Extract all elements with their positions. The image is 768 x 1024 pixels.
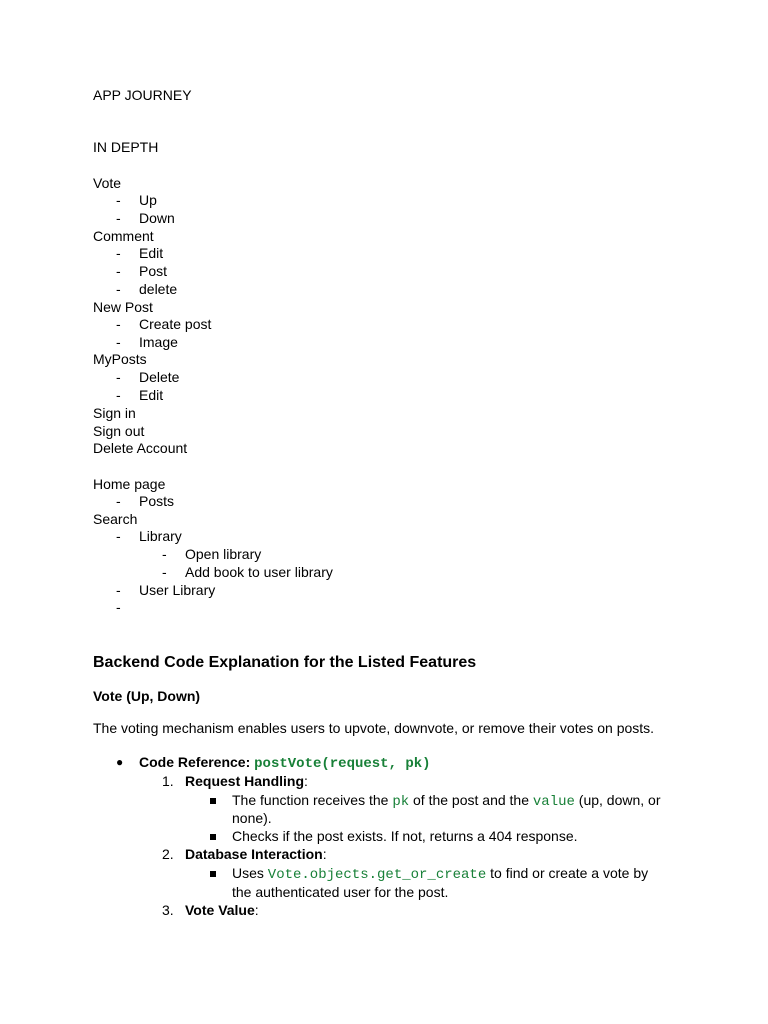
step-colon: :	[304, 773, 308, 789]
step-title	[185, 846, 327, 863]
outline-sign-out: Sign out	[93, 423, 145, 439]
list-dash: -	[162, 564, 167, 580]
doc-title: APP JOURNEY	[93, 87, 192, 103]
list-dash: -	[116, 263, 121, 279]
section-title-vote: Vote (Up, Down)	[93, 688, 201, 704]
outline-delete-account: Delete Account	[93, 440, 188, 456]
list-item: Create post	[139, 316, 212, 332]
list-item: Library	[139, 528, 182, 544]
step-bullet-text	[232, 792, 661, 811]
list-item: Edit	[139, 245, 164, 261]
backend-heading: Backend Code Explanation for the Listed Features	[93, 654, 477, 671]
text-part: The function receives the	[232, 792, 393, 808]
list-dash: -	[116, 582, 121, 598]
list-item: Post	[139, 263, 168, 279]
list-item: Add book to user library	[185, 564, 333, 580]
step-bullet-text-cont: the authenticated user for the post.	[232, 884, 449, 900]
inline-code: value	[532, 794, 575, 810]
doc-subtitle: IN DEPTH	[93, 139, 159, 155]
step-title-text: Database Interaction	[185, 846, 323, 862]
outline-my-posts: MyPosts	[93, 351, 147, 367]
list-item: Posts	[139, 493, 175, 509]
list-item: Image	[139, 334, 178, 350]
text-part: to find or create a vote by	[486, 865, 649, 881]
square-bullet-icon	[210, 834, 216, 840]
code-reference-label: Code Reference:	[139, 754, 255, 770]
section-intro: The voting mechanism enables users to upvote, downvote, or remove their votes on posts.	[93, 720, 655, 736]
step-bullet-text	[232, 865, 648, 884]
list-item: Down	[139, 210, 175, 226]
code-reference-code: postVote(request, pk)	[254, 756, 431, 772]
list-dash: -	[116, 245, 121, 261]
square-bullet-icon	[210, 798, 216, 804]
list-dash: -	[116, 599, 121, 615]
text-part: Uses	[232, 865, 268, 881]
list-item: Edit	[139, 387, 164, 403]
step-title-text: Request Handling	[185, 773, 305, 789]
bullet-dot-icon: ●	[116, 755, 124, 769]
list-dash: -	[116, 387, 121, 403]
list-dash: -	[162, 546, 167, 562]
list-item: User Library	[139, 582, 216, 598]
list-item: Delete	[139, 369, 180, 385]
outline-vote: Vote	[93, 175, 122, 191]
list-dash: -	[116, 493, 121, 509]
outline-search: Search	[93, 511, 138, 527]
step-title	[185, 902, 259, 919]
outline-comment: Comment	[93, 228, 154, 244]
square-bullet-icon	[210, 871, 216, 877]
text-part: of the post and the	[409, 792, 533, 808]
list-dash: -	[116, 316, 121, 332]
step-colon: :	[254, 902, 259, 918]
step-title-text: Vote Value	[185, 902, 255, 918]
outline-sign-in: Sign in	[93, 405, 136, 421]
list-item: delete	[139, 281, 178, 297]
outline-new-post: New Post	[93, 299, 153, 315]
list-item: Open library	[185, 546, 262, 562]
code-reference	[139, 754, 431, 773]
inline-code: Vote.objects.get_or_create	[267, 867, 487, 883]
outline-home-page: Home page	[93, 476, 166, 492]
list-item: Up	[139, 192, 157, 208]
step-number: 2.	[162, 846, 174, 862]
inline-code: pk	[392, 794, 410, 810]
list-dash: -	[116, 528, 121, 544]
list-dash: -	[116, 210, 121, 226]
step-number: 1.	[162, 773, 174, 789]
text-part: (up, down, or	[574, 792, 661, 808]
step-colon: :	[322, 846, 327, 862]
list-dash: -	[116, 334, 121, 350]
list-dash: -	[116, 281, 121, 297]
list-dash: -	[116, 369, 121, 385]
step-bullet-text: Checks if the post exists. If not, returns a 404 response.	[232, 828, 578, 844]
list-dash: -	[116, 192, 121, 208]
step-bullet-text-cont: none).	[232, 810, 272, 826]
step-title	[185, 773, 308, 790]
step-number: 3.	[162, 902, 174, 918]
